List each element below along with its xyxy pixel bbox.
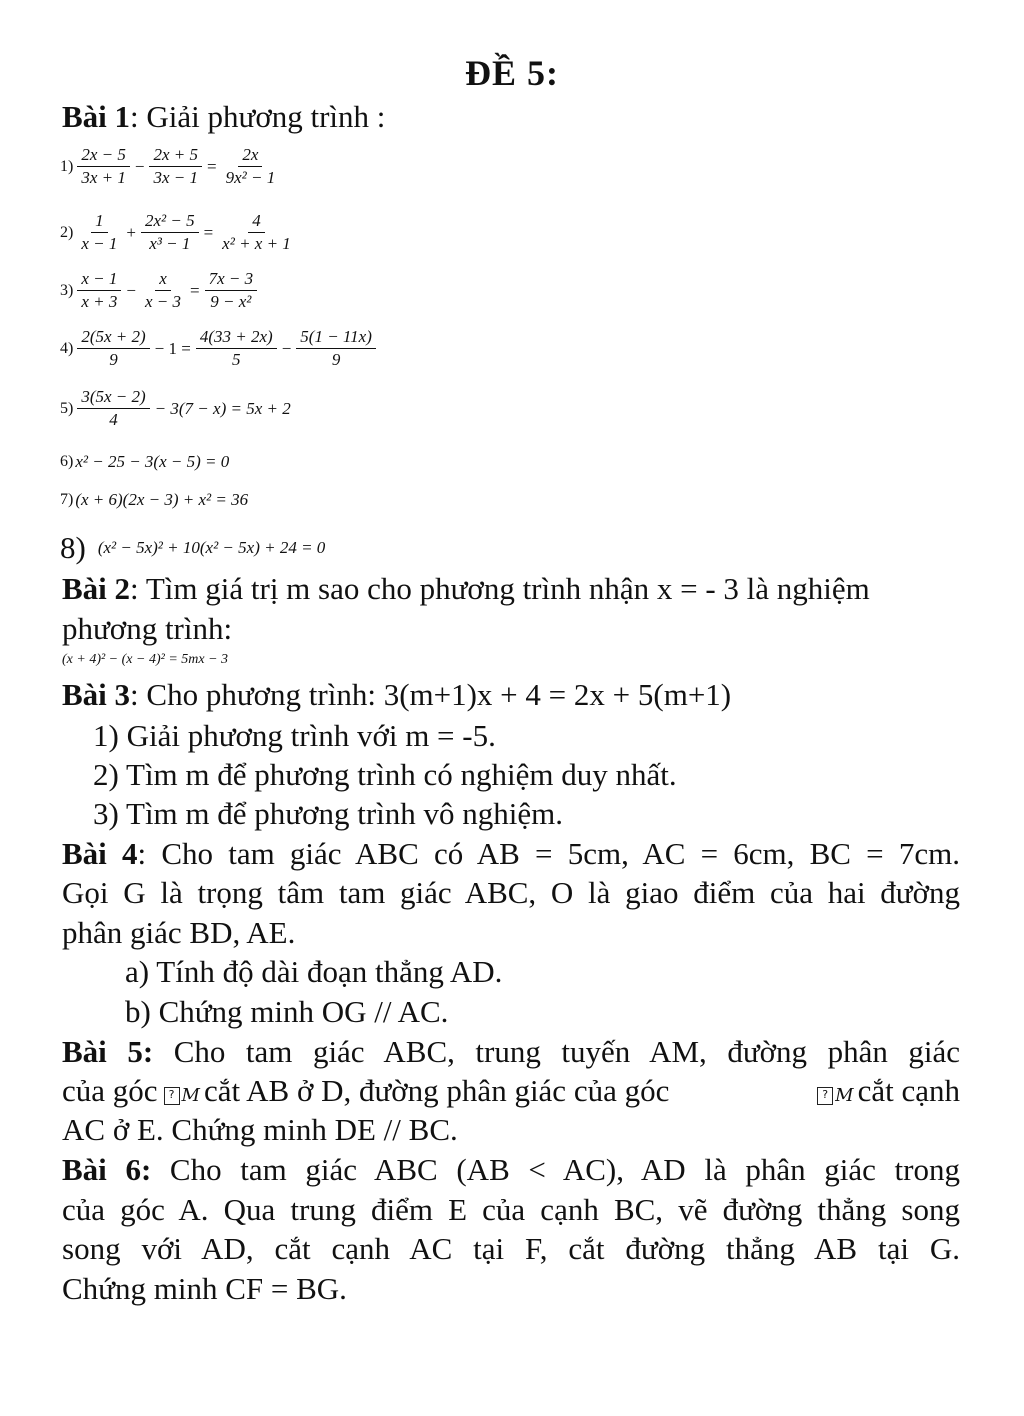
operator: = bbox=[189, 280, 200, 300]
equation-6 bbox=[60, 452, 229, 472]
bai2-equation bbox=[62, 652, 228, 668]
equation-text: x² − 25 − 3(x − 5) = 0 bbox=[75, 452, 230, 471]
bai4-line-2: Gọi G là trọng tâm tam giác ABC, O là giao điểm của hai đường bbox=[62, 875, 960, 910]
operator: = bbox=[203, 222, 214, 242]
equation-text: (x² − 5x)² + 10(x² − 5x) + 24 = 0 bbox=[97, 538, 326, 557]
fraction: $\frac{2x - 5}{3x + 1}$ bbox=[77, 144, 130, 189]
eq-number: 2) bbox=[60, 223, 74, 241]
operator: = bbox=[206, 156, 217, 176]
equation-3 bbox=[60, 268, 259, 313]
fraction: $\frac{3(5x - 2)}{4}$ bbox=[77, 386, 149, 431]
equation-8 bbox=[60, 530, 325, 566]
bai5-line-2 bbox=[62, 1075, 960, 1106]
text: cắt AB ở D, đường phân giác của góc bbox=[203, 1073, 670, 1108]
operator: − 1 = bbox=[154, 338, 191, 358]
equation-text: (x + 4)² − (x − 4)² = 5mx − 3 bbox=[62, 652, 229, 667]
fraction: $\frac{2x}{\text{9x² − 1}}$ bbox=[225, 145, 276, 188]
angle-symbol-icon: ? bbox=[817, 1087, 833, 1105]
bai6-line-1 bbox=[62, 1154, 960, 1185]
bai3-text: : Cho phương trình: 3(m+1)x + 4 = 2x + 5(m+1) bbox=[130, 677, 732, 712]
text: của góc bbox=[62, 1073, 158, 1108]
bai4-text: : Cho tam giác ABC có AB = 5cm, AC = 6cm, BC = 7cm. bbox=[137, 836, 960, 871]
fraction: $\frac{x}{x - 3}$ bbox=[144, 269, 181, 312]
bai5-line-3: AC ở E. Chứng minh DE // BC. bbox=[62, 1112, 458, 1147]
fraction: $\frac{4}{\text{x² + x + 1}}$ bbox=[222, 211, 291, 254]
angle-vertex-label: M bbox=[181, 1085, 200, 1106]
fraction: $\frac{\text{2x² − 5}}{\text{x³ − 1}}$ bbox=[141, 210, 199, 255]
bai4-item-a: a) Tính độ dài đoạn thẳng AD. bbox=[125, 954, 503, 989]
bai3-heading bbox=[62, 679, 731, 710]
equation-1 bbox=[60, 144, 281, 189]
bai6-line-4: Chứng minh CF = BG. bbox=[62, 1271, 347, 1306]
bai3-item-1: 1) Giải phương trình với m = -5. bbox=[93, 718, 496, 753]
bai1-heading bbox=[62, 101, 385, 132]
fraction: $\frac{7x - 3}{\text{9 − x²}}$ bbox=[205, 268, 258, 313]
eq-number: 8) bbox=[60, 530, 86, 565]
bai2-line-2: phương trình: bbox=[62, 611, 233, 646]
fraction: $\frac{4(33 + 2x)}{5}$ bbox=[196, 326, 277, 371]
operator: − bbox=[126, 280, 136, 300]
bai3-item-2: 2) Tìm m để phương trình có nghiệm duy nhất. bbox=[93, 757, 677, 792]
bai5-text: Cho tam giác ABC, trung tuyến AM, đường phân giác bbox=[173, 1034, 960, 1069]
operator: + bbox=[126, 222, 136, 242]
operator: − bbox=[281, 338, 292, 358]
bai5-line-2-part bbox=[62, 1075, 669, 1106]
bai6-line-2: của góc A. Qua trung điểm E của cạnh BC, vẽ đường thẳng song bbox=[62, 1192, 960, 1227]
bai6-line-3: song với AD, cắt cạnh AC tại F, cắt đường thẳng AB tại G. bbox=[62, 1231, 960, 1266]
fraction: $\frac{x - 1}{x + 3}$ bbox=[77, 268, 121, 313]
bai5-label: Bài 5: bbox=[62, 1034, 154, 1069]
bai2-label: Bài 2 bbox=[62, 571, 131, 606]
bai1-text: : Giải phương trình : bbox=[130, 99, 386, 134]
eq-number: 6) bbox=[60, 453, 74, 470]
bai3-label: Bài 3 bbox=[62, 677, 131, 712]
bai5-line-2-end bbox=[811, 1075, 960, 1106]
equation-4 bbox=[60, 326, 378, 371]
bai2-text: : Tìm giá trị m sao cho phương trình nhận x = - 3 là nghiệm bbox=[130, 571, 870, 606]
equation-2 bbox=[60, 210, 297, 255]
eq-number: 3) bbox=[60, 281, 74, 299]
bai4-item-b: b) Chứng minh OG // AC. bbox=[125, 994, 449, 1029]
fraction: $\frac{2x + 5}{3x - 1}$ bbox=[149, 144, 202, 189]
eq-number: 7) bbox=[60, 491, 74, 508]
equation-7 bbox=[60, 490, 248, 510]
angle-vertex-label: M bbox=[835, 1085, 854, 1106]
fraction: $\frac{2(5x + 2)}{9}$ bbox=[77, 326, 149, 371]
bai5-line-1 bbox=[62, 1036, 960, 1067]
eq-number: 1) bbox=[60, 157, 74, 175]
equation-5 bbox=[60, 386, 294, 431]
bai4-label: Bài 4 bbox=[62, 836, 138, 871]
bai1-label: Bài 1 bbox=[62, 99, 131, 134]
fraction: $\frac{1}{x - 1}$ bbox=[81, 211, 118, 254]
bai6-label: Bài 6: bbox=[62, 1152, 152, 1187]
bai2-line-1 bbox=[62, 573, 870, 604]
angle-symbol-icon: ? bbox=[164, 1087, 180, 1105]
bai6-text: Cho tam giác ABC (AB < AC), AD là phân giác trong bbox=[169, 1152, 960, 1187]
fraction: $\frac{5(1 - 11x)}{9}$ bbox=[296, 326, 376, 371]
bai4-line-3: phân giác BD, AE. bbox=[62, 915, 296, 950]
eq-number: 4) bbox=[60, 339, 74, 357]
text: cắt cạnh bbox=[857, 1073, 960, 1108]
equation-rest: − 3(7 − x) = 5x + 2 bbox=[154, 398, 291, 418]
bai3-item-3: 3) Tìm m để phương trình vô nghiệm. bbox=[93, 796, 564, 831]
eq-number: 5) bbox=[60, 399, 74, 417]
operator: − bbox=[134, 156, 145, 176]
exam-title: ĐỀ 5: bbox=[465, 53, 559, 93]
equation-text: (x + 6)(2x − 3) + x² = 36 bbox=[75, 490, 249, 509]
bai4-line-1 bbox=[62, 838, 960, 869]
